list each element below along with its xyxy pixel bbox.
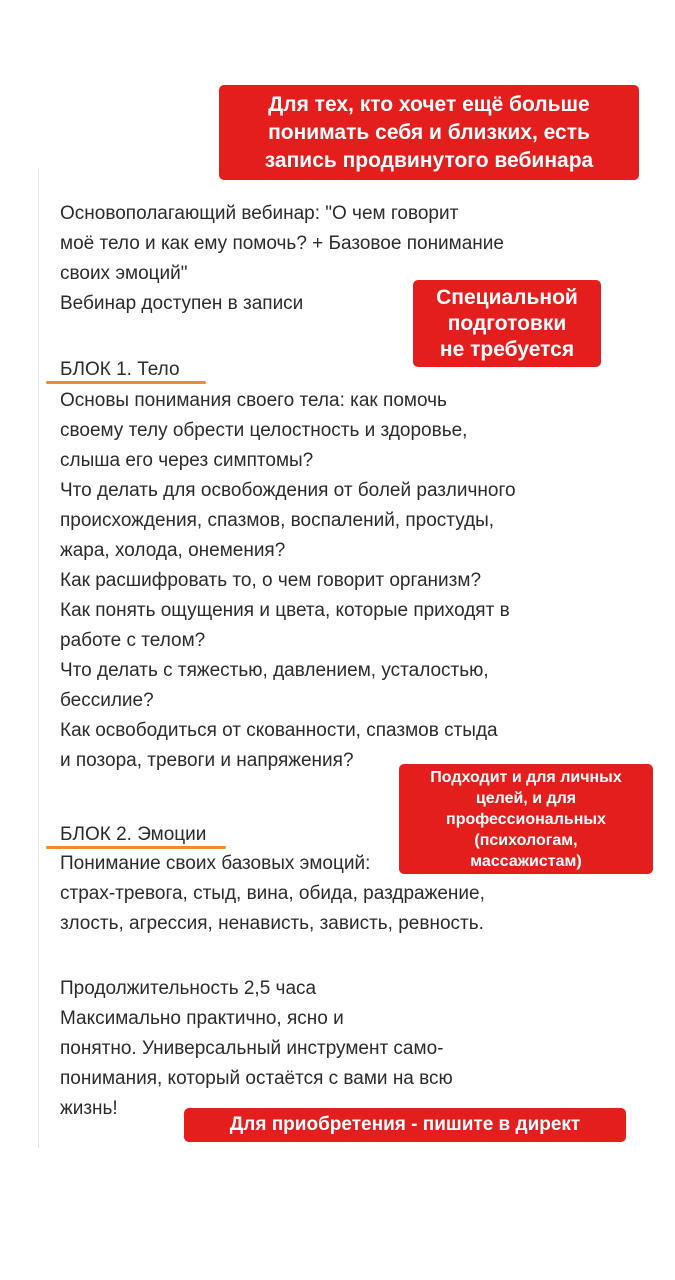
- block2-line: злость, агрессия, ненависть, зависть, ревность.: [60, 913, 484, 934]
- badge-line: профессиональных: [446, 811, 606, 828]
- badge-line: понимать себя и близких, есть: [268, 121, 590, 144]
- badge-line: целей, и для: [475, 790, 577, 807]
- block1-line: бессилие?: [60, 690, 154, 711]
- block1-underline: [46, 381, 206, 384]
- badge-line: запись продвинутого вебинара: [264, 149, 594, 172]
- outro-line: жизнь!: [60, 1098, 118, 1119]
- intro-line: Вебинар доступен в записи: [60, 293, 304, 314]
- badge-line: не требуется: [439, 338, 575, 361]
- block2-line: Понимание своих базовых эмоций:: [60, 853, 371, 874]
- block1-line: Как понять ощущения и цвета, которые приходят в: [60, 600, 510, 621]
- badge-line: подготовки: [447, 312, 567, 335]
- block1-line: Что делать для освобождения от болей различного: [60, 480, 516, 501]
- block1-line: происхождения, спазмов, воспалений, простуды,: [60, 510, 495, 531]
- block1-line: Что делать с тяжестью, давлением, усталостью,: [60, 660, 489, 681]
- badge-advanced-webinar: [219, 85, 639, 180]
- block2-title: БЛОК 2. Эмоции: [60, 824, 207, 845]
- block1-line: своему телу обрести целостность и здоровье,: [60, 420, 468, 441]
- outro-line: понятно. Универсальный инструмент само-: [60, 1038, 444, 1059]
- intro-line: своих эмоций": [60, 263, 188, 284]
- block1-text: [60, 386, 516, 776]
- block1-line: и позора, тревоги и напряжения?: [60, 750, 354, 771]
- badge-line: Для тех, кто хочет ещё больше: [268, 93, 590, 116]
- intro-line: моё тело и как ему помочь? + Базовое понимание: [60, 233, 504, 254]
- block1-title: БЛОК 1. Тело: [60, 359, 180, 380]
- block1-line: Как освободиться от скованности, спазмов стыда: [60, 720, 498, 741]
- badge-suitable-for: [399, 764, 653, 874]
- outro-line: Продолжительность 2,5 часа: [60, 978, 317, 999]
- block1-line: Как расшифровать то, о чем говорит организм?: [60, 570, 482, 591]
- outro-text: [60, 974, 453, 1124]
- block2-line: страх-тревога, стыд, вина, обида, раздражение,: [60, 883, 485, 904]
- outro-line: понимания, который остаётся с вами на всю: [60, 1068, 453, 1089]
- outro-line: Максимально практично, ясно и: [60, 1008, 344, 1029]
- document-border: [38, 168, 39, 1148]
- badge-line: массажистам): [470, 853, 582, 870]
- badge-line: Специальной: [436, 286, 578, 309]
- block1-line: Основы понимания своего тела: как помочь: [60, 390, 447, 411]
- badge-line: Подходит и для личных: [430, 769, 622, 786]
- block1-line: работе с телом?: [60, 630, 206, 651]
- block1-line: жара, холода, онемения?: [60, 540, 286, 561]
- intro-line: Основополагающий вебинар: "О чем говорит: [60, 203, 459, 224]
- badge-line: (психологам,: [474, 832, 578, 849]
- block1-line: слыша его через симптомы?: [60, 450, 314, 471]
- badge-purchase: Для приобретения - пишите в директ: [184, 1108, 626, 1142]
- badge-no-preparation: [413, 280, 601, 367]
